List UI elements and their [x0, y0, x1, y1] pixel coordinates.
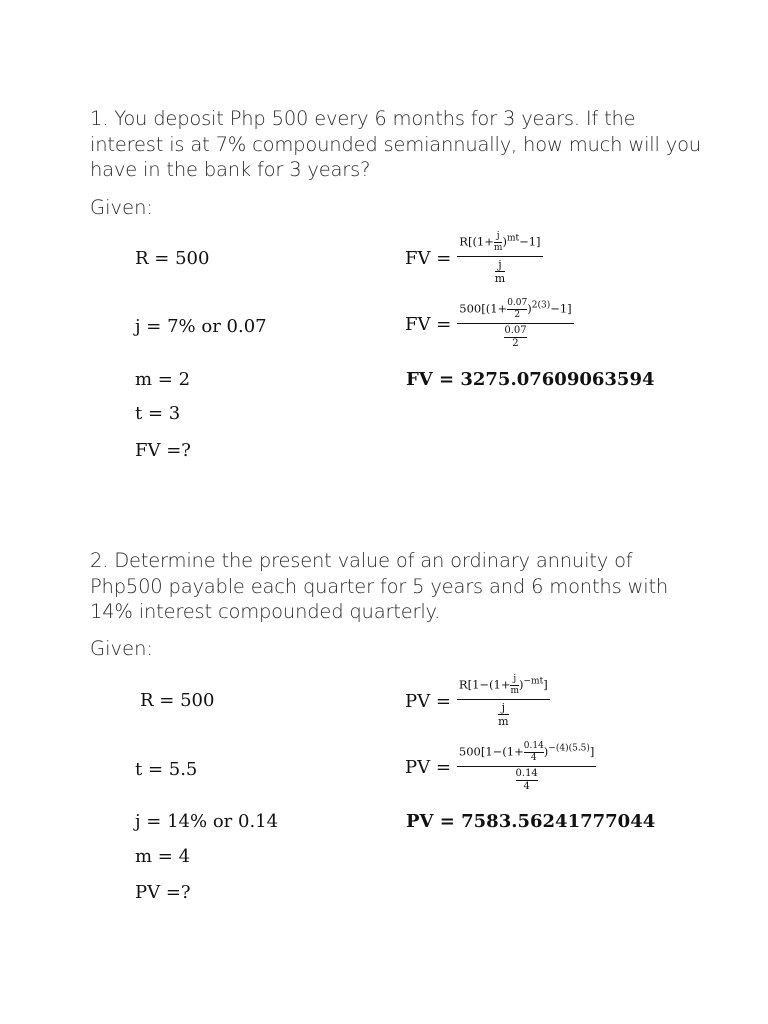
p1-sub-num-frac-top: 0.07 [507, 298, 528, 308]
p2-formula-num-frac-top: j [513, 674, 517, 684]
p2-sub-num-frac-top: 0.14 [523, 741, 544, 751]
p1-given-j: j = 7% or 0.07 [135, 316, 267, 337]
p2-substitution: PV = 500[1−(1+ $\frac{0.14}{4}$ )$^{-(4)(5.5)}$] 0.14 4 [405, 741, 595, 792]
p1-given-fv: FV =? [135, 440, 191, 461]
problem-2-given-label: Given: [90, 637, 153, 660]
p2-sub-num-frac-bot: 4 [530, 753, 537, 763]
p2-sub-den-top: 0.14 [515, 768, 538, 779]
p2-formula-num-exp: −mt [523, 676, 544, 687]
p1-formula-num-pre: R[(1+ [459, 234, 494, 249]
p1-given-t: t = 3 [135, 403, 181, 424]
p2-formula-den-top: j [501, 701, 506, 714]
problem-1-text: 1. You deposit Php 500 every 6 months for 3 years. If the interest is at 7% compounded semiannually, how much will you have in the bank for 3 years? [90, 107, 701, 181]
problem-2-text: 2. Determine the present value of an ordinary annuity of Php500 payable each quarter for 5 years and 6 months with 14% interest compounded quarterly. [90, 549, 669, 623]
p2-substitution-lhs: PV = [405, 756, 451, 778]
p2-formula-num-frac-bot: m [510, 686, 520, 696]
p1-sub-den-bot: 2 [512, 338, 519, 349]
p1-formula-den-bot: m [494, 272, 506, 285]
p2-sub-num-exp: −(4)(5.5) [548, 743, 590, 754]
p2-given-m: m = 4 [135, 846, 191, 867]
p2-given-pv: PV =? [135, 882, 191, 903]
p1-formula-num-post: −1] [519, 234, 541, 249]
p2-result: PV = 7583.56241777044 [406, 811, 656, 832]
p2-formula-num-post: ] [543, 677, 548, 692]
p2-given-t: t = 5.5 [135, 759, 198, 780]
problem-1-given-label: Given: [90, 196, 153, 219]
p1-formula-num-frac-bot: m [493, 243, 503, 253]
p1-formula-num-exp: mt [506, 233, 520, 244]
p2-sub-num-post: ] [589, 744, 595, 759]
p2-sub-den-bot: 4 [523, 781, 530, 792]
p1-given-r: R = 500 [135, 248, 210, 269]
p1-formula-lhs: FV = [405, 247, 452, 269]
p1-sub-den-top: 0.07 [504, 325, 527, 336]
p1-substitution-lhs: FV = [405, 313, 452, 335]
p2-formula-lhs: PV = [405, 690, 451, 712]
p2-given-r: R = 500 [140, 690, 215, 711]
p1-sub-num-frac-bot: 2 [514, 310, 521, 320]
p1-substitution: FV = 500[(1+ $\frac{0.07}{2}$ )$^{2(3)}$−1] 0.07 2 [405, 298, 572, 349]
p1-formula-den-top: j [498, 258, 502, 271]
p2-formula-den-bot: m [498, 715, 509, 728]
p2-formula: PV = R[1−(1+ $\frac{j}{m}$ )$^{-mt}$] j m [405, 674, 548, 728]
p1-sub-num-exp: 2(3) [531, 300, 551, 311]
p1-sub-num-post: −1] [550, 301, 572, 316]
p2-formula-num-pre: R[1−(1+ [458, 677, 511, 692]
p1-result: FV = 3275.07609063594 [406, 369, 655, 390]
p2-given-j: j = 14% or 0.14 [135, 811, 279, 832]
p2-sub-num-pre: 500[1−(1+ [458, 744, 524, 759]
p1-formula-num-frac-top: j [496, 231, 500, 241]
p1-given-m: m = 2 [135, 369, 191, 390]
p1-sub-num-pre: 500[(1+ [459, 301, 508, 316]
p1-formula: FV = R[(1+ $\frac{j}{m}$ )$^{mt}$−1] j m [405, 231, 541, 285]
